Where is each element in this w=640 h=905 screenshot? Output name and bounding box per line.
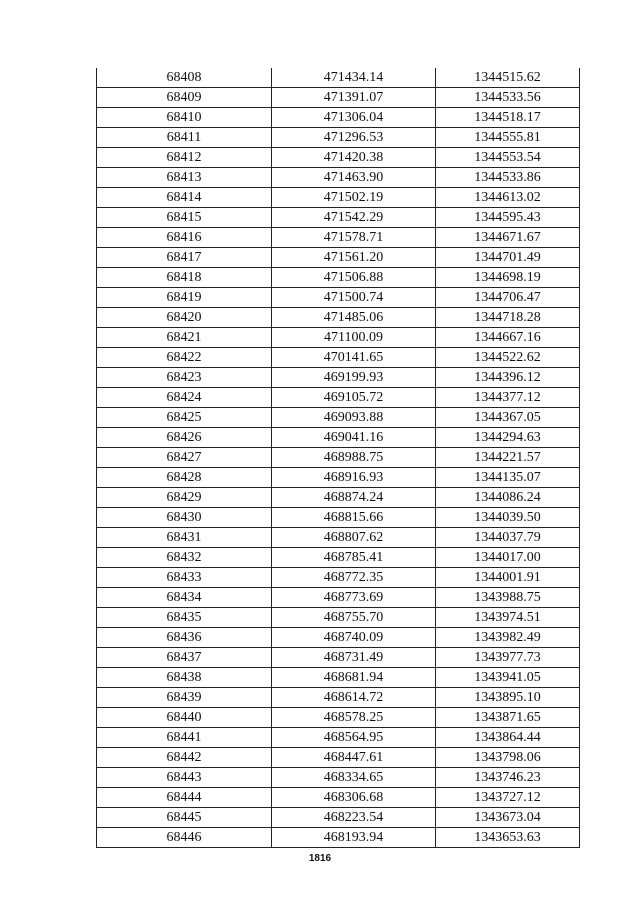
table-row <box>97 128 580 148</box>
table-row <box>97 488 580 508</box>
point-id-cell: 68415 <box>97 208 272 228</box>
table-row <box>97 688 580 708</box>
table-row <box>97 628 580 648</box>
point-id-cell: 68411 <box>97 128 272 148</box>
y-coordinate-cell: 1343982.49 <box>436 628 580 648</box>
table-row <box>97 268 580 288</box>
table-row <box>97 108 580 128</box>
x-coordinate-cell: 469093.88 <box>272 408 436 428</box>
point-id-cell: 68414 <box>97 188 272 208</box>
table-row <box>97 548 580 568</box>
x-coordinate-cell: 468988.75 <box>272 448 436 468</box>
point-id-cell: 68443 <box>97 768 272 788</box>
point-id-cell: 68422 <box>97 348 272 368</box>
x-coordinate-cell: 471485.06 <box>272 308 436 328</box>
x-coordinate-cell: 468334.65 <box>272 768 436 788</box>
y-coordinate-cell: 1344671.67 <box>436 228 580 248</box>
point-id-cell: 68437 <box>97 648 272 668</box>
table-row <box>97 308 580 328</box>
point-id-cell: 68420 <box>97 308 272 328</box>
x-coordinate-cell: 468578.25 <box>272 708 436 728</box>
point-id-cell: 68421 <box>97 328 272 348</box>
point-id-cell: 68423 <box>97 368 272 388</box>
point-id-cell: 68439 <box>97 688 272 708</box>
coordinate-table-body <box>97 68 580 848</box>
y-coordinate-cell: 1344555.81 <box>436 128 580 148</box>
table-row <box>97 588 580 608</box>
x-coordinate-cell: 471463.90 <box>272 168 436 188</box>
x-coordinate-cell: 471506.88 <box>272 268 436 288</box>
point-id-cell: 68438 <box>97 668 272 688</box>
x-coordinate-cell: 471100.09 <box>272 328 436 348</box>
table-row <box>97 748 580 768</box>
table-row <box>97 448 580 468</box>
y-coordinate-cell: 1343977.73 <box>436 648 580 668</box>
x-coordinate-cell: 471296.53 <box>272 128 436 148</box>
x-coordinate-cell: 471502.19 <box>272 188 436 208</box>
y-coordinate-cell: 1344039.50 <box>436 508 580 528</box>
point-id-cell: 68427 <box>97 448 272 468</box>
x-coordinate-cell: 468773.69 <box>272 588 436 608</box>
x-coordinate-cell: 471434.14 <box>272 68 436 88</box>
point-id-cell: 68432 <box>97 548 272 568</box>
table-row <box>97 168 580 188</box>
y-coordinate-cell: 1344613.02 <box>436 188 580 208</box>
x-coordinate-cell: 471542.29 <box>272 208 436 228</box>
y-coordinate-cell: 1344037.79 <box>436 528 580 548</box>
x-coordinate-cell: 469041.16 <box>272 428 436 448</box>
table-row <box>97 648 580 668</box>
table-row <box>97 288 580 308</box>
table-row <box>97 808 580 828</box>
point-id-cell: 68417 <box>97 248 272 268</box>
y-coordinate-cell: 1344086.24 <box>436 488 580 508</box>
y-coordinate-cell: 1344377.12 <box>436 388 580 408</box>
table-row <box>97 368 580 388</box>
point-id-cell: 68419 <box>97 288 272 308</box>
table-row <box>97 508 580 528</box>
y-coordinate-cell: 1344135.07 <box>436 468 580 488</box>
table-row <box>97 228 580 248</box>
x-coordinate-cell: 468681.94 <box>272 668 436 688</box>
y-coordinate-cell: 1343798.06 <box>436 748 580 768</box>
y-coordinate-cell: 1344595.43 <box>436 208 580 228</box>
x-coordinate-cell: 468731.49 <box>272 648 436 668</box>
y-coordinate-cell: 1344667.16 <box>436 328 580 348</box>
x-coordinate-cell: 468755.70 <box>272 608 436 628</box>
point-id-cell: 68413 <box>97 168 272 188</box>
x-coordinate-cell: 468772.35 <box>272 568 436 588</box>
point-id-cell: 68426 <box>97 428 272 448</box>
y-coordinate-cell: 1344706.47 <box>436 288 580 308</box>
point-id-cell: 68435 <box>97 608 272 628</box>
point-id-cell: 68444 <box>97 788 272 808</box>
y-coordinate-cell: 1344522.62 <box>436 348 580 368</box>
table-row <box>97 188 580 208</box>
table-row <box>97 388 580 408</box>
table-row <box>97 788 580 808</box>
y-coordinate-cell: 1343988.75 <box>436 588 580 608</box>
point-id-cell: 68440 <box>97 708 272 728</box>
point-id-cell: 68424 <box>97 388 272 408</box>
x-coordinate-cell: 471561.20 <box>272 248 436 268</box>
point-id-cell: 68408 <box>97 68 272 88</box>
y-coordinate-cell: 1343653.63 <box>436 828 580 848</box>
y-coordinate-cell: 1344017.00 <box>436 548 580 568</box>
point-id-cell: 68428 <box>97 468 272 488</box>
y-coordinate-cell: 1343746.23 <box>436 768 580 788</box>
y-coordinate-cell: 1344518.17 <box>436 108 580 128</box>
x-coordinate-cell: 468874.24 <box>272 488 436 508</box>
y-coordinate-cell: 1343941.05 <box>436 668 580 688</box>
table-row <box>97 248 580 268</box>
y-coordinate-cell: 1344001.91 <box>436 568 580 588</box>
point-id-cell: 68431 <box>97 528 272 548</box>
y-coordinate-cell: 1343727.12 <box>436 788 580 808</box>
x-coordinate-cell: 468447.61 <box>272 748 436 768</box>
page-number: 1816 <box>308 853 332 864</box>
x-coordinate-cell: 471306.04 <box>272 108 436 128</box>
table-row <box>97 88 580 108</box>
table-row <box>97 408 580 428</box>
x-coordinate-cell: 470141.65 <box>272 348 436 368</box>
table-row <box>97 528 580 548</box>
y-coordinate-cell: 1344533.86 <box>436 168 580 188</box>
point-id-cell: 68441 <box>97 728 272 748</box>
table-row <box>97 828 580 848</box>
y-coordinate-cell: 1344718.28 <box>436 308 580 328</box>
y-coordinate-cell: 1343895.10 <box>436 688 580 708</box>
x-coordinate-cell: 468193.94 <box>272 828 436 848</box>
coordinate-table <box>96 68 580 848</box>
x-coordinate-cell: 468564.95 <box>272 728 436 748</box>
table-row <box>97 348 580 368</box>
y-coordinate-cell: 1344533.56 <box>436 88 580 108</box>
y-coordinate-cell: 1344221.57 <box>436 448 580 468</box>
table-row <box>97 208 580 228</box>
table-row <box>97 428 580 448</box>
table-row <box>97 468 580 488</box>
point-id-cell: 68434 <box>97 588 272 608</box>
x-coordinate-cell: 471391.07 <box>272 88 436 108</box>
point-id-cell: 68442 <box>97 748 272 768</box>
x-coordinate-cell: 468815.66 <box>272 508 436 528</box>
point-id-cell: 68430 <box>97 508 272 528</box>
y-coordinate-cell: 1343974.51 <box>436 608 580 628</box>
y-coordinate-cell: 1344698.19 <box>436 268 580 288</box>
point-id-cell: 68425 <box>97 408 272 428</box>
y-coordinate-cell: 1343673.04 <box>436 808 580 828</box>
x-coordinate-cell: 468740.09 <box>272 628 436 648</box>
table-row <box>97 708 580 728</box>
point-id-cell: 68445 <box>97 808 272 828</box>
point-id-cell: 68410 <box>97 108 272 128</box>
table-row <box>97 568 580 588</box>
y-coordinate-cell: 1344367.05 <box>436 408 580 428</box>
table-row <box>97 728 580 748</box>
y-coordinate-cell: 1343871.65 <box>436 708 580 728</box>
table-row <box>97 668 580 688</box>
table-row <box>97 68 580 88</box>
x-coordinate-cell: 468785.41 <box>272 548 436 568</box>
x-coordinate-cell: 471420.38 <box>272 148 436 168</box>
x-coordinate-cell: 471578.71 <box>272 228 436 248</box>
x-coordinate-cell: 468916.93 <box>272 468 436 488</box>
table-row <box>97 328 580 348</box>
x-coordinate-cell: 468614.72 <box>272 688 436 708</box>
x-coordinate-cell: 471500.74 <box>272 288 436 308</box>
x-coordinate-cell: 468306.68 <box>272 788 436 808</box>
point-id-cell: 68433 <box>97 568 272 588</box>
y-coordinate-cell: 1344294.63 <box>436 428 580 448</box>
point-id-cell: 68418 <box>97 268 272 288</box>
y-coordinate-cell: 1344515.62 <box>436 68 580 88</box>
point-id-cell: 68416 <box>97 228 272 248</box>
x-coordinate-cell: 468223.54 <box>272 808 436 828</box>
y-coordinate-cell: 1343864.44 <box>436 728 580 748</box>
x-coordinate-cell: 469199.93 <box>272 368 436 388</box>
x-coordinate-cell: 468807.62 <box>272 528 436 548</box>
point-id-cell: 68409 <box>97 88 272 108</box>
point-id-cell: 68412 <box>97 148 272 168</box>
point-id-cell: 68429 <box>97 488 272 508</box>
point-id-cell: 68446 <box>97 828 272 848</box>
table-row <box>97 768 580 788</box>
table-row <box>97 608 580 628</box>
y-coordinate-cell: 1344701.49 <box>436 248 580 268</box>
point-id-cell: 68436 <box>97 628 272 648</box>
x-coordinate-cell: 469105.72 <box>272 388 436 408</box>
y-coordinate-cell: 1344396.12 <box>436 368 580 388</box>
table-row <box>97 148 580 168</box>
y-coordinate-cell: 1344553.54 <box>436 148 580 168</box>
